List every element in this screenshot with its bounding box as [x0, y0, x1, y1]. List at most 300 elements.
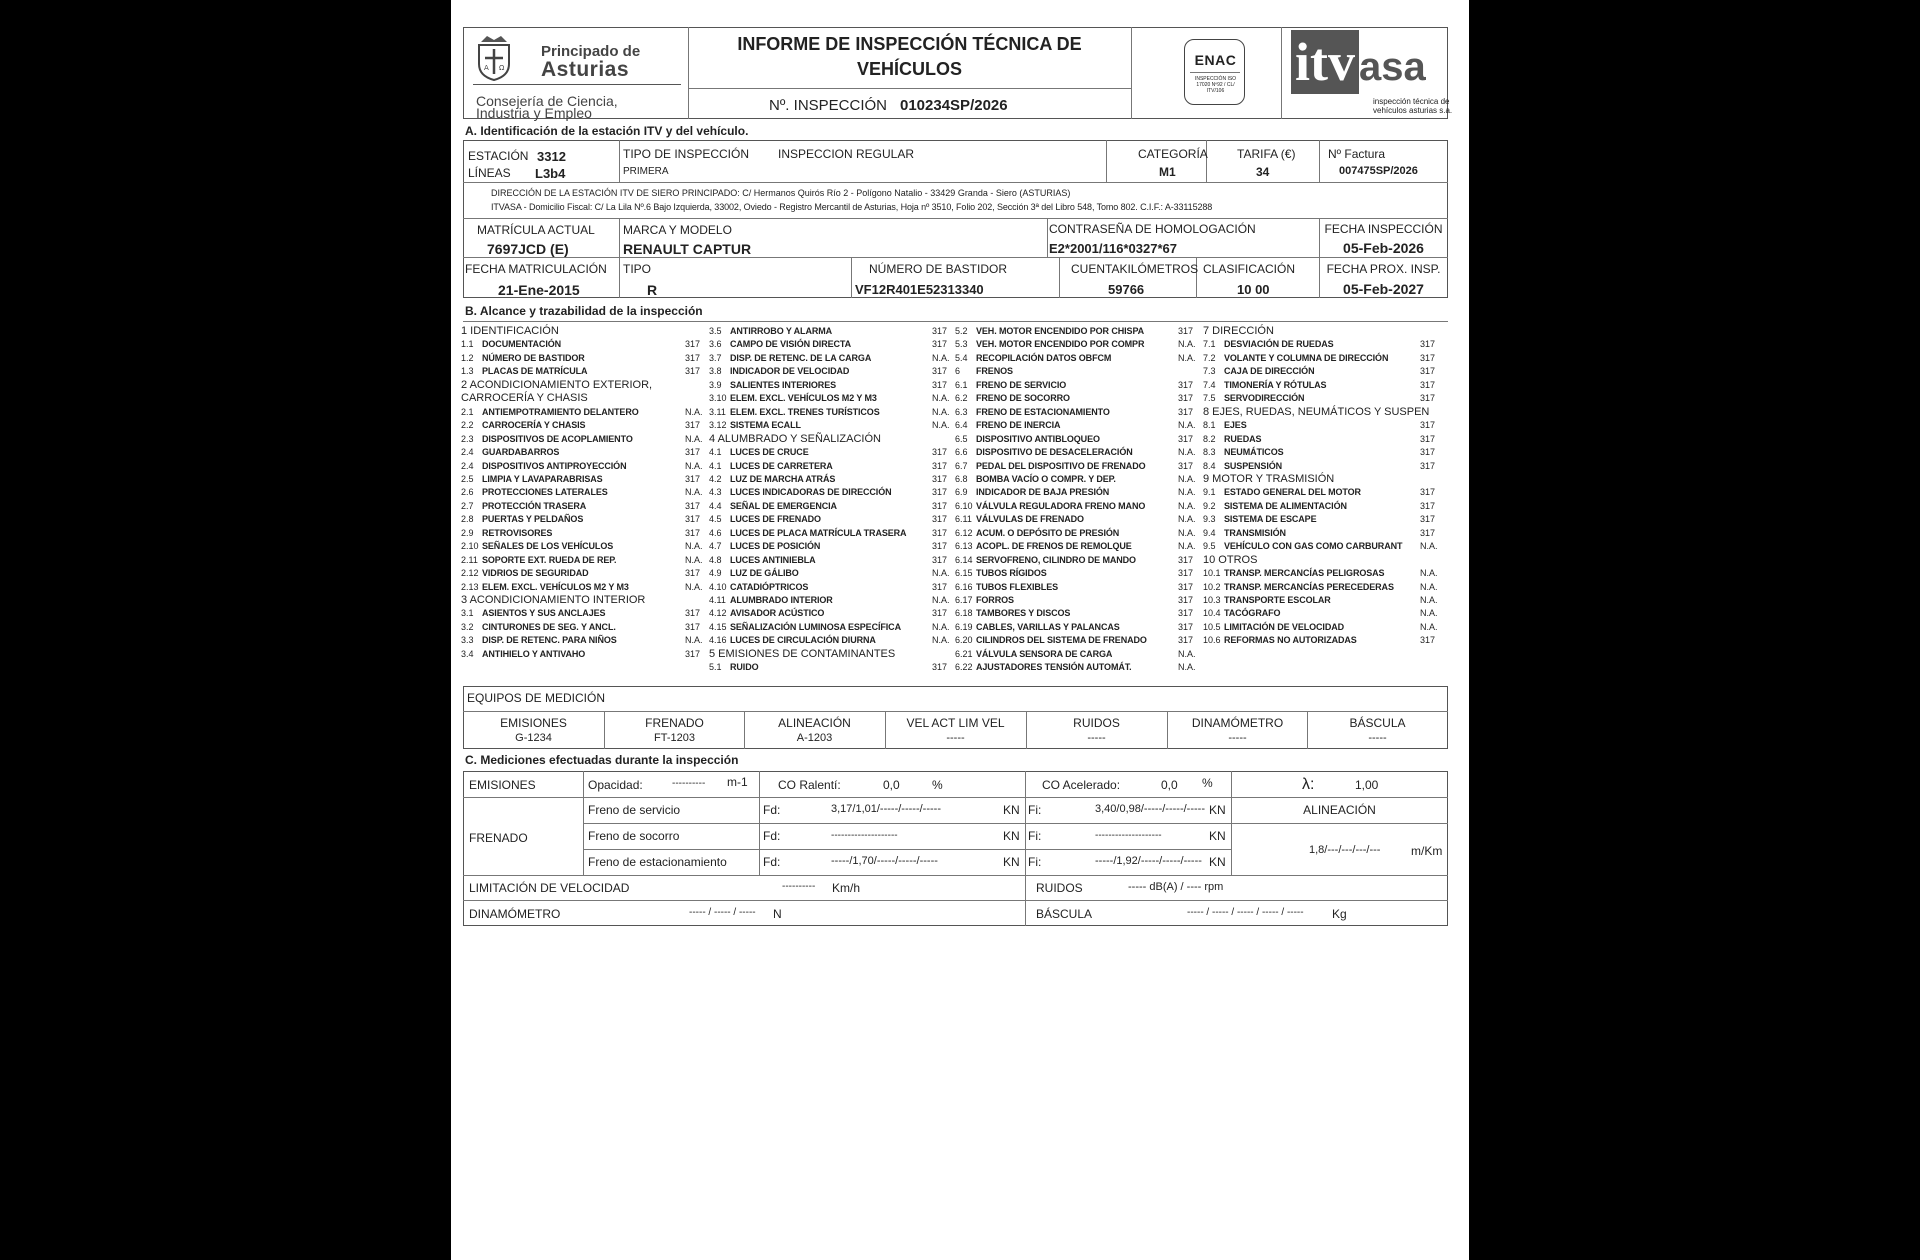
tipo-inspeccion-sub: PRIMERA — [623, 166, 669, 177]
scope-item-label: ACUM. O DEPÓSITO DE PRESIÓN — [976, 527, 1120, 538]
scope-group-heading: 7 DIRECCIÓN — [1203, 325, 1274, 337]
fecha-inspeccion-value: 05-Feb-2026 — [1343, 240, 1424, 256]
co-ralenti-unit: % — [932, 778, 943, 792]
scope-item-result: 317 — [685, 568, 701, 579]
scope-item-result: 317 — [932, 379, 948, 390]
scope-item-label: DISP. DE RETENC. PARA NIÑOS — [482, 635, 617, 646]
scope-item-result: N.A. — [685, 635, 703, 646]
itvasa-sub-line2: vehículos asturias s.a. — [1373, 106, 1453, 115]
lambda-label: λ: — [1302, 776, 1315, 793]
scope-item-number: 2.4 — [461, 460, 474, 471]
scope-item-result: N.A. — [1178, 447, 1196, 458]
tipo-value: R — [647, 282, 658, 298]
scope-item-label: SERVOFRENO, CILINDRO DE MANDO — [976, 554, 1136, 565]
scope-item-label: ANTIHIELO Y ANTIVAHO — [482, 648, 586, 659]
scope-item-label: DISPOSITIVO ANTIBLOQUEO — [976, 433, 1100, 444]
scope-item-result: N.A. — [932, 406, 950, 417]
scope-item-number: 6.16 — [955, 581, 973, 592]
limitacion-velocidad-value: ---------- — [782, 881, 816, 892]
scope-item-number: 10.3 — [1203, 595, 1221, 605]
emisiones-label: EMISIONES — [469, 778, 536, 792]
scope-item-number: 1.3 — [461, 366, 474, 377]
scope-item-label: TUBOS FLEXIBLES — [976, 581, 1059, 592]
scope-item-result: 317 — [685, 366, 701, 377]
scope-item-result: N.A. — [1420, 621, 1438, 632]
scope-item-result: 317 — [932, 500, 948, 511]
equipo-label: BÁSCULA — [1349, 716, 1406, 730]
scope-item-label: DISPOSITIVOS DE ACOPLAMIENTO — [482, 433, 633, 444]
marca-value: RENAULT CAPTUR — [623, 241, 752, 257]
equipo-value: ----- — [1228, 732, 1247, 744]
scope-item-number: 4.12 — [709, 608, 727, 619]
co-acelerado-label: CO Acelerado: — [1042, 778, 1121, 792]
scope-item-number: 6.19 — [955, 621, 973, 632]
scope-item-label: SEÑAL DE EMERGENCIA — [730, 500, 837, 511]
scope-item-label: ELEM. EXCL. VEHÍCULOS M2 Y M3 — [730, 393, 877, 404]
equipo-value: G-1234 — [515, 732, 552, 744]
scope-item-number: 1.2 — [461, 352, 474, 363]
scope-item-number: 2.6 — [461, 487, 474, 498]
bascula-label: BÁSCULA — [1036, 907, 1093, 921]
inspection-no: 010234SP/2026 — [900, 97, 1008, 114]
estacion-label: ESTACIÓN — [468, 149, 529, 163]
scope-item-result: N.A. — [1178, 339, 1196, 350]
scope-item-number: 6.10 — [955, 500, 973, 511]
scope-group-heading: 2 ACONDICIONAMIENTO EXTERIOR, — [461, 378, 653, 391]
scope-item-number: 9.2 — [1203, 500, 1216, 511]
matricula-value: 7697JCD (E) — [487, 241, 569, 257]
scope-item-number: 6 — [955, 366, 961, 377]
scope-item-label: SOPORTE EXT. RUEDA DE REP. — [482, 554, 617, 565]
scope-item-label: SEÑALIZACIÓN LUMINOSA ESPECÍFICA — [730, 621, 901, 632]
fiscal-address: ITVASA - Domicilio Fiscal: C/ La Lila Nº.6 Bajo Izquierda, 33002, Oviedo - Registro Mercantil de Asturias, Hoja nº 3510, Folio 202, Sección 3ª del Libro 548, Tomo 802. C.I.F.: A-33115288 — [491, 202, 1213, 212]
scope-item-label: RUIDO — [730, 662, 759, 673]
scope-item-label: CILINDROS DEL SISTEMA DE FRENADO — [976, 635, 1147, 646]
scope-item-label: TRANSMISIÓN — [1224, 527, 1286, 538]
servicio-fd-value: 3,17/1,01/-----/-----/----- — [831, 803, 941, 815]
scope-item-result: 317 — [932, 527, 948, 538]
scope-item-label: CABLES, VARILLAS Y PALANCAS — [976, 621, 1120, 632]
scope-item-label: DISPOSITIVO DE DESACELERACIÓN — [976, 447, 1133, 458]
scope-item-label: AJUSTADORES TENSIÓN AUTOMÁT. — [976, 662, 1132, 673]
scope-item-number: 3.7 — [709, 352, 722, 363]
itvasa-logo: itv asa — [1291, 30, 1426, 94]
scope-item-label: LUZ DE GÁLIBO — [730, 568, 799, 579]
frenado-label: FRENADO — [469, 831, 528, 845]
scope-item-label: PROTECCIONES LATERALES — [482, 487, 608, 498]
servicio-fd-label: Fd: — [763, 803, 781, 817]
scope-item-number: 1.1 — [461, 339, 474, 350]
scope-item-result: 317 — [1420, 447, 1436, 458]
org-sub-line1: Consejería de Ciencia, — [476, 93, 618, 109]
cuentakilometros-value: 59766 — [1108, 282, 1145, 297]
scope-item-result: N.A. — [1420, 541, 1438, 552]
scope-item-number: 7.4 — [1203, 379, 1216, 390]
scope-item-number: 6.4 — [955, 420, 968, 431]
tipo-inspeccion-value: INSPECCION REGULAR — [778, 147, 915, 161]
scope-item-result: N.A. — [1420, 608, 1438, 619]
scope-item-label: SUSPENSIÓN — [1224, 460, 1283, 471]
document-page — [451, 0, 1469, 1260]
tarifa-value: 34 — [1256, 165, 1270, 179]
scope-item-number: 2.4 — [461, 447, 474, 458]
scope-item-result: 317 — [685, 514, 701, 525]
scope-item-label: FRENOS — [976, 366, 1013, 377]
fecha-matriculacion-value: 21-Ene-2015 — [498, 282, 580, 298]
estac-fd-value: -----/1,70/-----/-----/----- — [831, 855, 938, 867]
scope-item-result: 317 — [1178, 379, 1194, 390]
scope-item-result: 317 — [1420, 460, 1436, 471]
freno-socorro-label: Freno de socorro — [588, 829, 680, 843]
scope-item-result: 317 — [1178, 554, 1194, 565]
equipo-label: FRENADO — [645, 716, 704, 730]
categoria-value: M1 — [1159, 165, 1176, 179]
scope-item-result: N.A. — [1420, 595, 1438, 605]
scope-item-label: ESTADO GENERAL DEL MOTOR — [1224, 487, 1361, 498]
scope-item-result: N.A. — [932, 420, 950, 431]
inspection-no-label: Nº. INSPECCIÓN — [769, 97, 887, 114]
scope-item-result: 317 — [1178, 621, 1194, 632]
scope-item-number: 4.3 — [709, 487, 722, 498]
socorro-fd-value: -------------------- — [831, 830, 898, 841]
matricula-label: MATRÍCULA ACTUAL — [477, 223, 595, 237]
bascula-unit: Kg — [1332, 907, 1347, 921]
dinamometro-value: ----- / ----- / ----- — [689, 907, 756, 918]
scope-item-label: ASIENTOS Y SUS ANCLAJES — [482, 608, 606, 619]
scope-item-label: SERVODIRECCIÓN — [1224, 393, 1305, 404]
scope-item-number: 4.9 — [709, 568, 722, 579]
scope-item-result: 317 — [1178, 406, 1194, 417]
scope-item-number: 3.2 — [461, 621, 474, 632]
scope-item-result: 317 — [932, 662, 948, 673]
scope-item-number: 4.10 — [709, 581, 727, 592]
scope-item-label: PLACAS DE MATRÍCULA — [482, 366, 588, 377]
scope-item-label: ACOPL. DE FRENOS DE REMOLQUE — [976, 541, 1132, 552]
co-acelerado-unit: % — [1202, 776, 1213, 790]
scope-item-number: 4.4 — [709, 500, 722, 511]
scope-item-number: 5.2 — [955, 326, 968, 336]
scope-item-number: 5.1 — [709, 662, 722, 673]
scope-item-label: LUCES INDICADORAS DE DIRECCIÓN — [730, 487, 892, 498]
scope-item-label: LUCES DE POSICIÓN — [730, 541, 821, 552]
equipos-row — [451, 0, 1469, 760]
scope-item-label: CAJA DE DIRECCIÓN — [1224, 366, 1315, 377]
scope-item-label: INDICADOR DE BAJA PRESIÓN — [976, 487, 1110, 498]
scope-item-label: SEÑALES DE LOS VEHÍCULOS — [482, 541, 614, 552]
scope-item-number: 4.16 — [709, 635, 727, 646]
scope-item-label: FORROS — [976, 595, 1014, 605]
scope-item-result: N.A. — [1178, 514, 1196, 525]
scope-item-label: DOCUMENTACIÓN — [482, 339, 562, 350]
scope-item-label: LIMITACIÓN DE VELOCIDAD — [1224, 621, 1345, 632]
equipo-label: EMISIONES — [500, 716, 567, 730]
clasificacion-label: CLASIFICACIÓN — [1203, 262, 1296, 276]
scope-item-label: BOMBA VACÍO O COMPR. Y DEP. — [976, 473, 1116, 484]
scope-item-result: 317 — [685, 447, 701, 458]
homologacion-label: CONTRASEÑA DE HOMOLOGACIÓN — [1049, 222, 1256, 236]
scope-item-number: 3.11 — [709, 406, 726, 417]
ruidos-label: RUIDOS — [1036, 881, 1083, 895]
scope-group-heading: 3 ACONDICIONAMIENTO INTERIOR — [461, 594, 646, 606]
scope-item-result: N.A. — [932, 621, 950, 632]
scope-item-result: N.A. — [685, 487, 703, 498]
scope-item-label: SISTEMA DE ESCAPE — [1224, 514, 1317, 525]
equipo-label: DINAMÓMETRO — [1191, 716, 1284, 730]
scope-item-label: LUZ DE MARCHA ATRÁS — [730, 473, 836, 484]
scope-item-result: N.A. — [1178, 527, 1196, 538]
scope-item-label: VÁLVULAS DE FRENADO — [976, 514, 1084, 525]
scope-item-label: SISTEMA DE ALIMENTACIÓN — [1224, 500, 1347, 511]
scope-group-heading: 10 OTROS — [1203, 553, 1258, 566]
scope-item-number: 6.21 — [955, 648, 973, 659]
scope-item-result: 317 — [932, 487, 948, 498]
scope-item-label: PUERTAS Y PELDAÑOS — [482, 514, 584, 525]
scope-item-result: N.A. — [1178, 420, 1196, 431]
scope-item-label: TIMONERÍA Y RÓTULAS — [1224, 379, 1327, 390]
scope-item-number: 6.9 — [955, 487, 968, 498]
scope-item-number: 4.2 — [709, 473, 722, 484]
socorro-fd-label: Fd: — [763, 829, 781, 843]
scope-item-label: CARROCERÍA Y CHASIS — [482, 420, 586, 431]
estacion-value: 3312 — [537, 149, 566, 164]
scope-item-result: 317 — [1178, 326, 1194, 336]
scope-item-label: FRENO DE ESTACIONAMIENTO — [976, 406, 1110, 417]
categoria-label: CATEGORÍA — [1138, 147, 1208, 161]
scope-item-number: 8.2 — [1203, 433, 1216, 444]
scope-item-label: TACÓGRAFO — [1224, 608, 1281, 619]
scope-item-result: 317 — [932, 514, 948, 525]
scope-item-number: 3.1 — [461, 608, 474, 619]
scope-item-result: 317 — [932, 366, 948, 377]
homologacion-value: E2*2001/116*0327*67 — [1049, 241, 1177, 256]
scope-item-number: 6.7 — [955, 460, 968, 471]
scope-item-label: AVISADOR ACÚSTICO — [730, 608, 825, 619]
fecha-matriculacion-label: FECHA MATRICULACIÓN — [465, 262, 607, 276]
co-ralenti-value: 0,0 — [883, 778, 900, 792]
scope-item-number: 7.1 — [1203, 339, 1216, 350]
equipo-label: ALINEACIÓN — [778, 716, 851, 730]
bastidor-label: NÚMERO DE BASTIDOR — [869, 262, 1008, 276]
scope-item-number: 10.1 — [1203, 568, 1221, 579]
scope-item-label: RETROVISORES — [482, 527, 553, 538]
scope-item-number: 6.3 — [955, 406, 968, 417]
opacidad-value: ---------- — [672, 778, 706, 789]
scope-item-result: 317 — [1420, 339, 1436, 350]
scope-item-result: 317 — [1178, 433, 1194, 444]
scope-item-result: 317 — [1420, 500, 1436, 511]
scope-item-label: VÁLVULA SENSORA DE CARGA — [976, 648, 1113, 659]
scope-group-heading: 9 MOTOR Y TRASMISIÓN — [1203, 472, 1335, 485]
scope-item-result: N.A. — [932, 352, 950, 363]
scope-item-number: 3.9 — [709, 379, 722, 390]
scope-item-label: ELEM. EXCL. VEHÍCULOS M2 Y M3 — [482, 581, 629, 592]
equipo-value: ----- — [1087, 732, 1106, 744]
servicio-fd-unit: KN — [1003, 803, 1020, 817]
scope-item-label: LUCES DE PLACA MATRÍCULA TRASERA — [730, 527, 907, 538]
scope-item-result: 317 — [932, 608, 948, 619]
scope-item-label: RECOPILACIÓN DATOS OBFCM — [976, 352, 1112, 363]
scope-item-label: VEH. MOTOR ENCENDIDO POR COMPR — [976, 339, 1145, 350]
scope-item-result: 317 — [1178, 635, 1194, 646]
scope-item-number: 2.2 — [461, 420, 474, 431]
servicio-fi-label: Fi: — [1028, 803, 1042, 817]
scope-item-result: 317 — [932, 554, 948, 565]
co-ralenti-label: CO Ralentí: — [778, 778, 841, 792]
scope-item-label: LIMPIA Y LAVAPARABRISAS — [482, 473, 603, 484]
scope-item-result: 317 — [932, 447, 948, 458]
scope-item-number: 4.8 — [709, 554, 722, 565]
scope-item-result: 317 — [685, 473, 701, 484]
scope-group-heading: 4 ALUMBRADO Y SEÑALIZACIÓN — [709, 432, 881, 445]
scope-item-result: N.A. — [685, 433, 703, 444]
scope-item-result: 317 — [1178, 581, 1194, 592]
scope-item-label: VÁLVULA REGULADORA FRENO MANO — [976, 500, 1146, 511]
svg-text:Ω: Ω — [499, 64, 505, 72]
fecha-prox-value: 05-Feb-2027 — [1343, 281, 1424, 297]
scope-item-result: 317 — [1420, 420, 1436, 431]
scope-item-number: 4.5 — [709, 514, 722, 525]
scope-item-result: 317 — [685, 352, 701, 363]
scope-item-result: 317 — [1420, 487, 1436, 498]
scope-item-number: 3.5 — [709, 326, 722, 336]
scope-item-result: 317 — [685, 527, 701, 538]
section-c-title: C. Mediciones efectuadas durante la inspección — [465, 753, 739, 767]
scope-item-number: 3.12 — [709, 420, 727, 431]
freno-servicio-label: Freno de servicio — [588, 803, 681, 817]
org-name-line1: Principado de — [541, 43, 641, 60]
scope-item-number: 2.1 — [461, 406, 474, 417]
scope-item-number: 7.2 — [1203, 352, 1216, 363]
estac-fd-label: Fd: — [763, 855, 781, 869]
scope-item-label: VIDRIOS DE SEGURIDAD — [482, 568, 589, 579]
scope-item-label: VEH. MOTOR ENCENDIDO POR CHISPA — [976, 326, 1145, 336]
socorro-fi-label: Fi: — [1028, 829, 1042, 843]
scope-item-number: 9.1 — [1203, 487, 1216, 498]
scope-item-number: 6.17 — [955, 595, 973, 605]
scope-item-label: FRENO DE INERCIA — [976, 420, 1061, 431]
factura-label: Nº Factura — [1328, 147, 1386, 161]
scope-item-label: PEDAL DEL DISPOSITIVO DE FRENADO — [976, 460, 1146, 471]
scope-item-result: N.A. — [932, 595, 950, 605]
scope-group-heading: 8 EJES, RUEDAS, NEUMÁTICOS Y SUSPEN — [1203, 405, 1430, 418]
scope-item-result: 317 — [932, 326, 948, 336]
scope-item-label: DISP. DE RETENC. DE LA CARGA — [730, 352, 872, 363]
scope-item-label: VEHÍCULO CON GAS COMO CARBURANT — [1224, 541, 1403, 552]
scope-item-result: N.A. — [932, 393, 950, 404]
scope-item-result: 317 — [932, 473, 948, 484]
scope-item-number: 6.18 — [955, 608, 973, 619]
scope-item-label: FRENO DE SOCORRO — [976, 393, 1070, 404]
scope-item-label: REFORMAS NO AUTORIZADAS — [1224, 635, 1357, 646]
equipos-title: EQUIPOS DE MEDICIÓN — [467, 691, 606, 705]
scope-item-label: NÚMERO DE BASTIDOR — [482, 352, 585, 363]
scope-item-result: 317 — [1420, 527, 1436, 538]
scope-item-result: 317 — [685, 621, 701, 632]
scope-item-label: TUBOS RÍGIDOS — [976, 568, 1047, 579]
scope-item-number: 3.3 — [461, 635, 474, 646]
scope-item-result: N.A. — [1178, 648, 1196, 659]
scope-item-result: 317 — [1178, 595, 1194, 605]
scope-item-number: 4.1 — [709, 460, 722, 471]
socorro-fd-unit: KN — [1003, 829, 1020, 843]
clasificacion-value: 10 00 — [1237, 282, 1270, 297]
scope-item-number: 2.7 — [461, 500, 474, 511]
scope-item-result: N.A. — [932, 568, 950, 579]
scope-item-number: 9.4 — [1203, 527, 1216, 538]
scope-item-number: 5.3 — [955, 339, 968, 350]
scope-item-number: 2.11 — [461, 554, 478, 565]
scope-item-number: 10.5 — [1203, 621, 1221, 632]
scope-item-result: 317 — [1178, 393, 1194, 404]
scope-item-number: 4.1 — [709, 447, 722, 458]
scope-item-number: 4.6 — [709, 527, 722, 538]
scope-item-result: N.A. — [685, 554, 703, 565]
limitacion-velocidad-label: LIMITACIÓN DE VELOCIDAD — [469, 881, 630, 895]
scope-item-number: 6.22 — [955, 662, 973, 673]
lineas-value: L3b4 — [535, 166, 566, 181]
socorro-fi-value: -------------------- — [1095, 830, 1162, 841]
cuentakilometros-label: CUENTAKILÓMETROS — [1071, 262, 1199, 276]
scope-item-number: 2.13 — [461, 581, 479, 592]
scope-item-label: INDICADOR DE VELOCIDAD — [730, 366, 850, 377]
lambda-value: 1,00 — [1355, 778, 1379, 792]
scope-item-result: N.A. — [1178, 500, 1196, 511]
scope-item-label: LUCES DE CRUCE — [730, 447, 809, 458]
scope-item-number: 6.8 — [955, 473, 968, 484]
scope-item-result: 317 — [1420, 514, 1436, 525]
scope-item-label: PROTECCIÓN TRASERA — [482, 500, 587, 511]
scope-item-result: 317 — [685, 648, 701, 659]
scope-item-result: 317 — [932, 581, 948, 592]
scope-item-label: FRENO DE SERVICIO — [976, 379, 1067, 390]
scope-item-result: 317 — [1420, 393, 1436, 404]
svg-text:A: A — [484, 64, 489, 72]
itvasa-sub-line1: inspección técnica de — [1373, 97, 1450, 106]
lineas-label: LÍNEAS — [468, 166, 511, 180]
scope-item-result: 317 — [1420, 379, 1436, 390]
scope-item-number: 10.4 — [1203, 608, 1221, 619]
scope-item-number: 4.7 — [709, 541, 722, 552]
scope-item-result: N.A. — [685, 541, 703, 552]
report-title-line1: INFORME DE INSPECCIÓN TÉCNICA DE — [737, 34, 1082, 54]
co-acelerado-value: 0,0 — [1161, 778, 1178, 792]
scope-item-label: TRANSPORTE ESCOLAR — [1224, 595, 1331, 605]
scope-group-heading: 1 IDENTIFICACIÓN — [461, 325, 559, 337]
scope-item-number: 6.14 — [955, 554, 973, 565]
scope-item-number: 7.5 — [1203, 393, 1216, 404]
scope-item-number: 8.1 — [1203, 420, 1216, 431]
scope-item-label: DESVIACIÓN DE RUEDAS — [1224, 339, 1334, 350]
scope-item-label: EJES — [1224, 420, 1247, 431]
scope-item-result: 317 — [932, 339, 948, 350]
scope-item-result: 317 — [1178, 568, 1194, 579]
scope-item-number: 2.12 — [461, 568, 479, 579]
scope-item-label: CATADIÓPTRICOS — [730, 581, 809, 592]
report-title-line2: VEHÍCULOS — [856, 59, 962, 79]
scope-item-number: 6.20 — [955, 635, 973, 646]
scope-item-label: TRANSP. MERCANCÍAS PELIGROSAS — [1224, 568, 1385, 579]
scope-item-result: 317 — [932, 460, 948, 471]
scope-group-heading: CARROCERÍA Y CHASIS — [461, 392, 588, 405]
scope-item-label: ANTIRROBO Y ALARMA — [730, 326, 833, 336]
scope-item-label: DISPOSITIVOS ANTIPROYECCIÓN — [482, 460, 627, 471]
tarifa-label: TARIFA (€) — [1237, 147, 1296, 161]
scope-item-number: 2.9 — [461, 527, 474, 538]
estac-fd-unit: KN — [1003, 855, 1020, 869]
dinamometro-unit: N — [773, 907, 782, 921]
tipo-label: TIPO — [623, 262, 652, 276]
scope-item-result: N.A. — [932, 635, 950, 646]
